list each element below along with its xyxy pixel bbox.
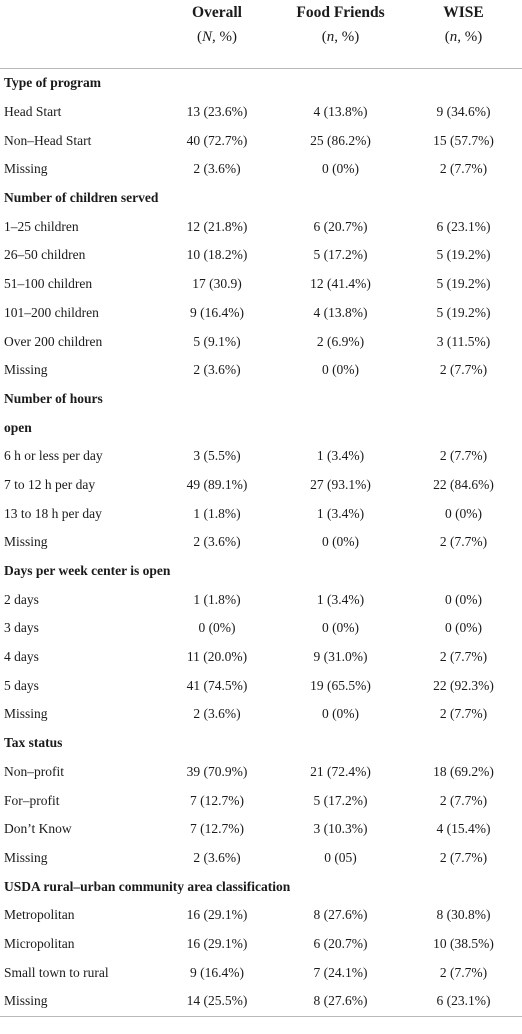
cell-wise: 6 (23.1%) [436, 993, 491, 1009]
table-row [0, 758, 522, 787]
cell-overall: 9 (16.4%) [190, 964, 244, 980]
cell-wise: 5 (19.2%) [436, 247, 491, 263]
header-title-row [0, 0, 522, 26]
table-row [0, 585, 522, 614]
header-overall: Overall [192, 4, 242, 21]
section-heading-row [0, 69, 522, 98]
cell-overall: 11 (20.0%) [186, 649, 248, 665]
row-label: Missing [4, 993, 48, 1009]
table-row [0, 327, 522, 356]
row-label: 26–50 children [4, 247, 86, 263]
row-label: 4 days [4, 649, 39, 665]
section-heading-row [0, 413, 522, 442]
cell-wise: 2 (7.7%) [439, 706, 488, 722]
cell-overall: 2 (3.6%) [193, 849, 241, 865]
cell-overall: 2 (3.6%) [193, 161, 241, 177]
table-row [0, 442, 522, 471]
row-label: 51–100 children [4, 276, 93, 292]
row-label: Don’t Know [4, 821, 72, 837]
cell-wise: 2 (7.7%) [439, 362, 488, 378]
table-header [0, 0, 522, 69]
section-heading: Days per week center is open [4, 563, 171, 579]
section-heading-row [0, 729, 522, 758]
cell-food-friends: 0 (0%) [321, 362, 360, 378]
table-row [0, 270, 522, 299]
table-row [0, 126, 522, 155]
header-wise-sub-symbol: n [449, 29, 458, 45]
cell-wise: 4 (15.4%) [436, 821, 491, 837]
cell-food-friends: 5 (17.2%) [313, 247, 368, 263]
cell-overall: 3 (5.5%) [193, 448, 241, 464]
table-row [0, 528, 522, 557]
cell-wise: 22 (84.6%) [433, 476, 494, 492]
cell-wise: 5 (19.2%) [436, 304, 491, 320]
table-row [0, 700, 522, 729]
cell-wise: 0 (0%) [444, 591, 483, 607]
cell-wise: 9 (34.6%) [436, 104, 491, 120]
cell-overall: 5 (9.1%) [193, 333, 241, 349]
section-heading: open [4, 419, 32, 435]
cell-food-friends: 2 (6.9%) [316, 333, 365, 349]
header-food-friends-sub: (n, %) [321, 29, 360, 45]
table-row [0, 901, 522, 930]
cell-food-friends: 0 (0%) [321, 620, 360, 636]
cell-overall: 17 (30.9) [192, 276, 242, 292]
cell-food-friends: 3 (10.3%) [313, 821, 368, 837]
table-row [0, 299, 522, 328]
table-row [0, 815, 522, 844]
cell-wise: 15 (57.7%) [433, 132, 494, 148]
cell-wise: 2 (7.7%) [439, 849, 488, 865]
table-row [0, 241, 522, 270]
header-wise: WISE [443, 4, 484, 21]
cell-wise: 18 (69.2%) [433, 763, 494, 779]
cell-overall: 12 (21.8%) [186, 218, 248, 234]
row-label: Non–profit [4, 763, 64, 779]
table-row [0, 212, 522, 241]
cell-overall: 16 (29.1%) [186, 907, 248, 923]
header-food-friends: Food Friends [296, 4, 385, 21]
cell-wise: 0 (0%) [444, 505, 483, 521]
table-row [0, 987, 522, 1016]
cell-overall: 7 (12.7%) [190, 821, 244, 837]
cell-overall: 10 (18.2%) [186, 247, 248, 263]
table-row [0, 356, 522, 385]
row-label: For–profit [4, 792, 60, 808]
cell-overall: 14 (25.5%) [186, 993, 248, 1009]
row-label: 7 to 12 h per day [4, 476, 96, 492]
table-row [0, 671, 522, 700]
row-label: Over 200 children [4, 333, 103, 349]
section-heading-row [0, 557, 522, 586]
cell-food-friends: 0 (0%) [321, 161, 360, 177]
row-label: Small town to rural [4, 964, 109, 980]
cell-food-friends: 21 (72.4%) [310, 763, 371, 779]
header-overall-sub: (N, %) [196, 29, 237, 45]
cell-food-friends: 7 (24.1%) [313, 964, 368, 980]
row-label: Missing [4, 534, 48, 550]
section-heading: Number of hours [4, 390, 103, 406]
table-row [0, 499, 522, 528]
cell-wise: 3 (11.5%) [436, 333, 491, 349]
cell-wise: 5 (19.2%) [436, 276, 491, 292]
table-row [0, 155, 522, 184]
cell-food-friends: 0 (0%) [321, 534, 360, 550]
cell-food-friends: 4 (13.8%) [313, 104, 368, 120]
row-label: Head Start [4, 104, 62, 120]
section-heading: USDA rural–urban community area classification [4, 878, 291, 894]
cell-wise: 2 (7.7%) [439, 792, 488, 808]
cell-wise: 22 (92.3%) [433, 677, 494, 693]
cell-overall: 2 (3.6%) [193, 362, 241, 378]
cell-overall: 39 (70.9%) [186, 763, 248, 779]
cell-overall: 0 (0%) [198, 620, 236, 636]
cell-food-friends: 6 (20.7%) [313, 935, 368, 951]
row-label: 6 h or less per day [4, 448, 103, 464]
cell-overall: 9 (16.4%) [190, 304, 244, 320]
cell-wise: 2 (7.7%) [439, 649, 488, 665]
cell-overall: 1 (1.8%) [193, 591, 241, 607]
row-label: Metropolitan [4, 907, 75, 923]
cell-food-friends: 27 (93.1%) [310, 476, 371, 492]
table-row [0, 614, 522, 643]
row-label: Micropolitan [4, 935, 75, 951]
cell-overall: 40 (72.7%) [186, 132, 248, 148]
row-label: 5 days [4, 677, 39, 693]
header-food-friends-sub-rest: , %) [334, 29, 360, 45]
row-label: Missing [4, 706, 48, 722]
cell-food-friends: 8 (27.6%) [313, 993, 368, 1009]
row-label: Non–Head Start [4, 132, 92, 148]
table-row [0, 786, 522, 815]
table-row [0, 958, 522, 987]
row-label: 3 days [4, 620, 39, 636]
cell-food-friends: 12 (41.4%) [310, 276, 371, 292]
section-heading: Type of program [4, 75, 101, 91]
cell-wise: 2 (7.7%) [439, 161, 488, 177]
cell-food-friends: 6 (20.7%) [313, 218, 368, 234]
cell-overall: 1 (1.8%) [193, 505, 241, 521]
row-label: 2 days [4, 591, 39, 607]
cell-food-friends: 1 (3.4%) [316, 448, 365, 464]
section-heading-row [0, 385, 522, 414]
row-label: Missing [4, 161, 48, 177]
cell-food-friends: 8 (27.6%) [313, 907, 368, 923]
table-row [0, 98, 522, 127]
table-row [0, 930, 522, 959]
cell-food-friends: 9 (31.0%) [313, 649, 368, 665]
section-heading: Number of children served [4, 190, 159, 206]
header-wise-sub-rest: , %) [457, 29, 483, 45]
cell-wise: 2 (7.7%) [439, 534, 488, 550]
section-heading-row [0, 184, 522, 213]
table-row [0, 643, 522, 672]
header-food-friends-sub-symbol: n [326, 29, 335, 45]
cell-overall: 2 (3.6%) [193, 706, 241, 722]
cell-overall: 7 (12.7%) [190, 792, 244, 808]
cell-food-friends: 1 (3.4%) [316, 505, 365, 521]
table-row [0, 844, 522, 873]
header-blank [0, 0, 158, 26]
cell-overall: 2 (3.6%) [193, 534, 241, 550]
cell-food-friends: 5 (17.2%) [313, 792, 368, 808]
section-heading: Tax status [4, 735, 63, 751]
cell-overall: 41 (74.5%) [186, 677, 248, 693]
cell-wise: 6 (23.1%) [436, 218, 491, 234]
cell-food-friends: 1 (3.4%) [316, 591, 365, 607]
header-overall-sub-symbol: N [201, 29, 212, 45]
cell-food-friends: 25 (86.2%) [310, 132, 371, 148]
table-row [0, 471, 522, 500]
cell-wise: 0 (0%) [444, 620, 483, 636]
cell-overall: 16 (29.1%) [186, 935, 248, 951]
cell-food-friends: 0 (0%) [321, 706, 360, 722]
row-label: Missing [4, 362, 48, 378]
cell-overall: 49 (89.1%) [186, 476, 248, 492]
row-label: Missing [4, 849, 48, 865]
row-label: 1–25 children [4, 218, 79, 234]
cell-food-friends: 19 (65.5%) [310, 677, 371, 693]
header-sub-blank [0, 26, 158, 69]
cell-wise: 2 (7.7%) [439, 448, 488, 464]
section-heading-row [0, 872, 522, 901]
cell-food-friends: 0 (05) [324, 849, 357, 865]
header-sub-row [0, 26, 522, 69]
cell-overall: 13 (23.6%) [186, 104, 248, 120]
table-body [0, 69, 522, 1017]
cell-wise: 2 (7.7%) [439, 964, 488, 980]
cell-wise: 10 (38.5%) [433, 935, 494, 951]
cell-food-friends: 4 (13.8%) [313, 304, 368, 320]
row-label: 101–200 children [4, 304, 99, 320]
header-wise-sub: (n, %) [444, 29, 483, 45]
header-overall-sub-rest: , %) [212, 29, 237, 45]
row-label: 13 to 18 h per day [4, 505, 102, 521]
cell-wise: 8 (30.8%) [436, 907, 491, 923]
